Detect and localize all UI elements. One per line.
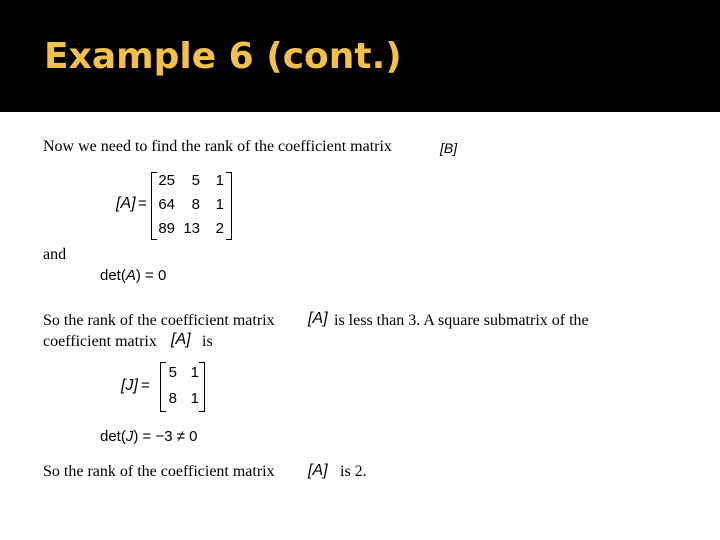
rank-conclusion-value: is 2. bbox=[340, 463, 367, 480]
rank-less-text-continued: is less than 3. A square submatrix of the bbox=[334, 312, 589, 329]
det-a-equation bbox=[100, 267, 166, 285]
matrix-j-cell: 5 bbox=[168, 364, 177, 381]
matrix-a-name: [A] bbox=[116, 195, 136, 212]
matrix-a-cell: 2 bbox=[215, 220, 224, 237]
matrix-b-symbol: [B] bbox=[440, 140, 458, 156]
matrix-a-right-bracket bbox=[226, 172, 232, 240]
matrix-a-cell: 89 bbox=[158, 220, 175, 237]
rank-conclusion-text: So the rank of the coefficient matrix bbox=[43, 463, 275, 480]
det-j-prefix: det( bbox=[100, 428, 126, 445]
intro-text: Now we need to find the rank of the coefficient matrix bbox=[43, 138, 392, 155]
matrix-a-cell: 1 bbox=[215, 172, 224, 189]
matrix-j-equals: = bbox=[141, 377, 150, 394]
matrix-j-cell: 1 bbox=[190, 390, 199, 407]
submatrix-text: coefficient matrix bbox=[43, 333, 157, 350]
matrix-a-symbol: [A] bbox=[171, 331, 191, 348]
matrix-a-cell: 25 bbox=[158, 172, 175, 189]
matrix-a-cell: 64 bbox=[158, 196, 175, 213]
det-a-prefix: det( bbox=[100, 267, 126, 284]
det-j-suffix: ) = −3 ≠ 0 bbox=[133, 428, 198, 445]
matrix-j-cell: 1 bbox=[190, 364, 199, 381]
matrix-a-symbol: [A] bbox=[308, 462, 328, 479]
slide-title: Example 6 (cont.) bbox=[44, 36, 402, 77]
submatrix-text-continued: is bbox=[202, 333, 213, 350]
matrix-a-symbol: [A] bbox=[308, 310, 328, 327]
matrix-a-cell: 13 bbox=[183, 220, 200, 237]
matrix-a-cell: 8 bbox=[191, 196, 200, 213]
det-j-var: J bbox=[125, 428, 134, 445]
matrix-j-right-bracket bbox=[199, 362, 205, 412]
rank-less-text: So the rank of the coefficient matrix bbox=[43, 312, 275, 329]
matrix-j-name: [J] bbox=[121, 377, 138, 394]
matrix-a-cell: 1 bbox=[215, 196, 224, 213]
det-a-suffix: ) = 0 bbox=[135, 267, 167, 284]
det-j-equation bbox=[100, 428, 197, 446]
matrix-j-cell: 8 bbox=[168, 390, 177, 407]
matrix-a-equals: = bbox=[138, 195, 147, 212]
matrix-a-cell: 5 bbox=[191, 172, 200, 189]
and-text: and bbox=[43, 246, 67, 263]
det-a-var: A bbox=[125, 267, 136, 284]
